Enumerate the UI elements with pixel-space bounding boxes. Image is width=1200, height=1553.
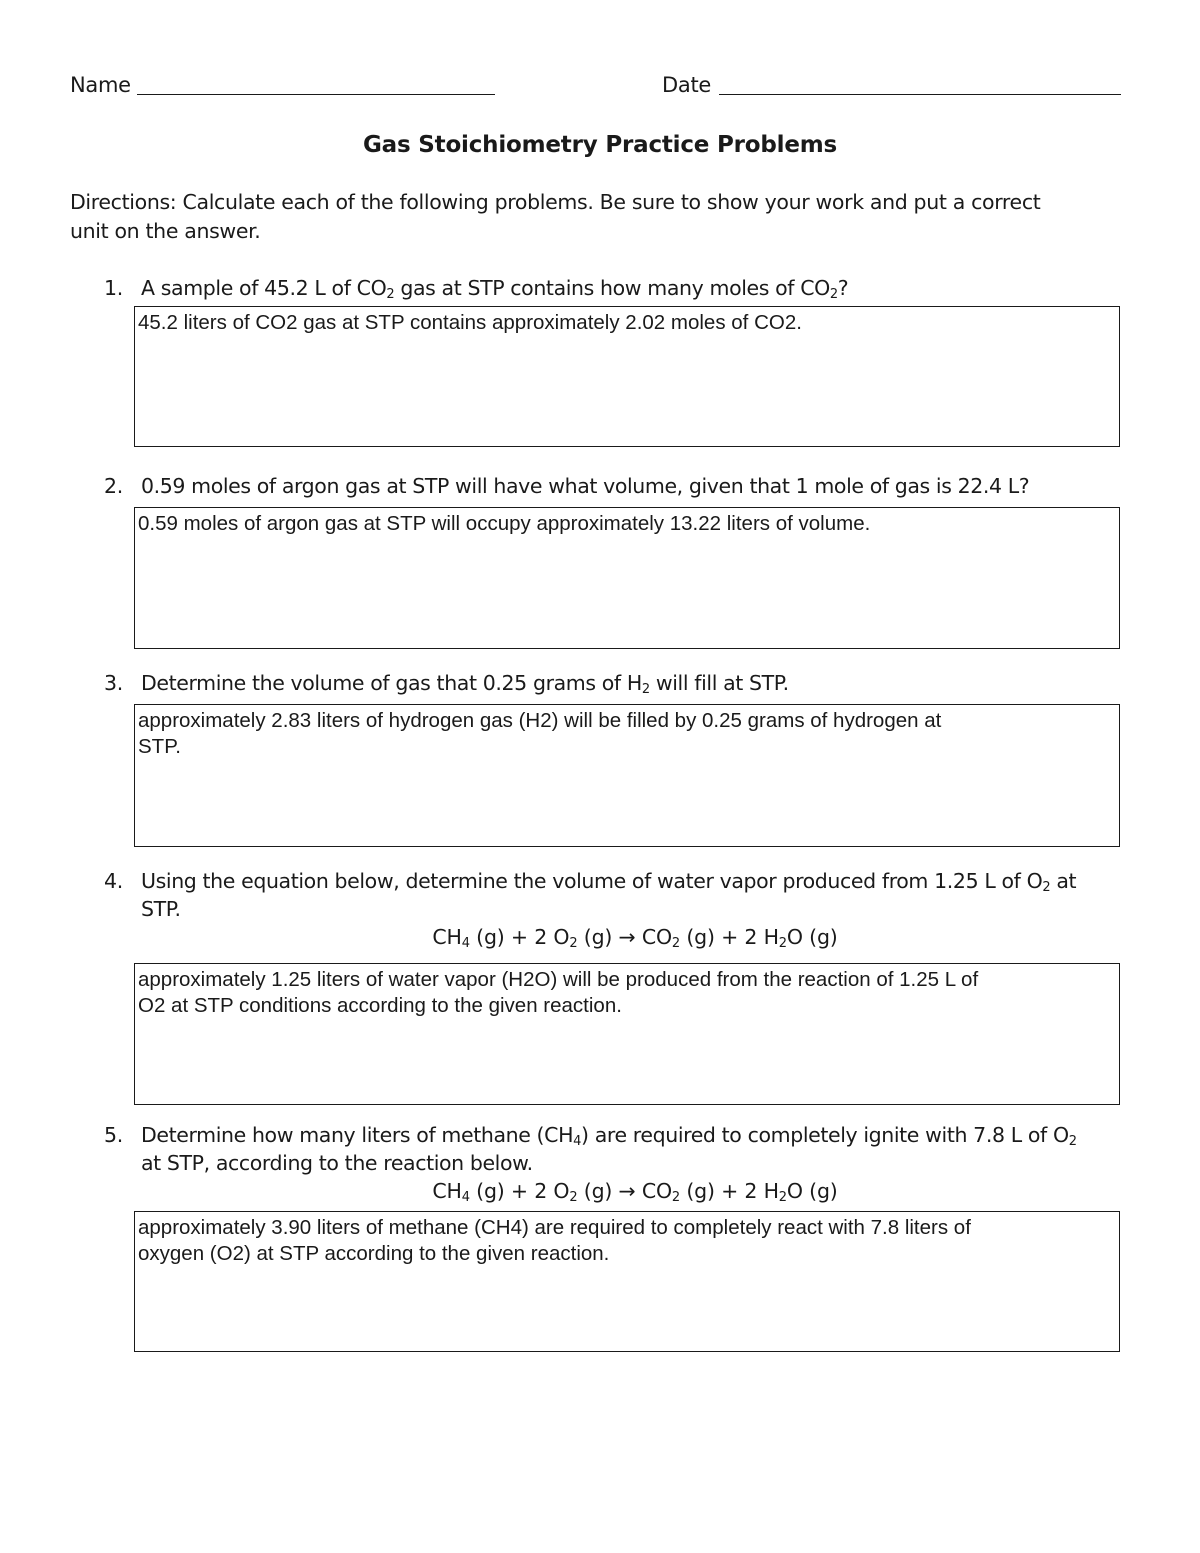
- question-3-text: Determine the volume of gas that 0.25 grams of $H_2$ will fill at STP.: [141, 671, 789, 697]
- date-label: Date: [662, 73, 711, 97]
- answer-box-5[interactable]: [134, 1211, 1120, 1352]
- question-5-text-line-2: at STP, according to the reaction below.: [141, 1151, 533, 1175]
- answer-5-text: [138, 1215, 1111, 1267]
- question-5-number: 5.: [104, 1123, 123, 1147]
- question-1-number: 1.: [104, 276, 123, 300]
- question-5-text-line-1: Determine how many liters of methane $(CH_4)$ are required to completely ignite with 7.8 L of $O_2$: [141, 1123, 1077, 1149]
- page-title: Gas Stoichiometry Practice Problems: [362, 132, 837, 158]
- directions-line-2: unit on the answer.: [70, 219, 261, 243]
- answer-box-1[interactable]: [134, 306, 1120, 447]
- answer-3-line-1: approximately 2.83 liters of hydrogen gas (H2) will be filled by 0.25 grams of hydrogen at: [138, 709, 942, 732]
- question-2-text: 0.59 moles of argon gas at STP will have what volume, given that 1 mole of gas is 22.4 L?: [141, 474, 1030, 498]
- answer-4-text: [138, 967, 1111, 1019]
- question-4-text-line-2: STP.: [141, 897, 181, 921]
- answer-box-4[interactable]: [134, 963, 1120, 1105]
- answer-5-line-2: oxygen (O2) at STP according to the given reaction.: [138, 1242, 610, 1265]
- answer-3-line-2: STP.: [138, 735, 181, 758]
- name-label: Name: [70, 73, 131, 97]
- answer-1-text: 45.2 liters of CO2 gas at STP contains approximately 2.02 moles of CO2.: [138, 311, 802, 334]
- question-4-equation: $CH_4$ (g) + 2 $O_2$ $(g) \to CO_2$ (g) + 2 $H_2O$ (g): [432, 925, 838, 951]
- answer-4-line-1: approximately 1.25 liters of water vapor (H2O) will be produced from the reaction of 1.25 L of: [138, 968, 979, 991]
- answer-2-text: 0.59 moles of argon gas at STP will occupy approximately 13.22 liters of volume.: [138, 512, 871, 535]
- question-2-number: 2.: [104, 474, 123, 498]
- answer-box-2[interactable]: [134, 507, 1120, 649]
- question-4-number: 4.: [104, 869, 123, 893]
- question-4-text-line-1: Using the equation below, determine the volume of water vapor produced from 1.25 L of $O_2$ at: [141, 869, 1077, 895]
- answer-4-line-2: O2 at STP conditions according to the given reaction.: [138, 994, 622, 1017]
- answer-3-text: [138, 708, 1111, 760]
- date-field-line[interactable]: [719, 94, 1121, 95]
- question-5-equation: $CH_4$ (g) + 2 $O_2$ $(g) \to CO_2$ (g) + 2 $H_2O$ (g): [432, 1179, 838, 1205]
- answer-box-3[interactable]: [134, 704, 1120, 847]
- question-1-text: A sample of 45.2 L of $CO_2$ gas at STP contains how many moles of $CO_2$?: [141, 276, 849, 302]
- question-3-number: 3.: [104, 671, 123, 695]
- name-field-line[interactable]: [137, 94, 495, 95]
- directions-line-1: Directions: Calculate each of the following problems. Be sure to show your work and put a correct: [70, 190, 1041, 214]
- answer-5-line-1: approximately 3.90 liters of methane (CH4) are required to completely react with 7.8 liters of: [138, 1216, 971, 1239]
